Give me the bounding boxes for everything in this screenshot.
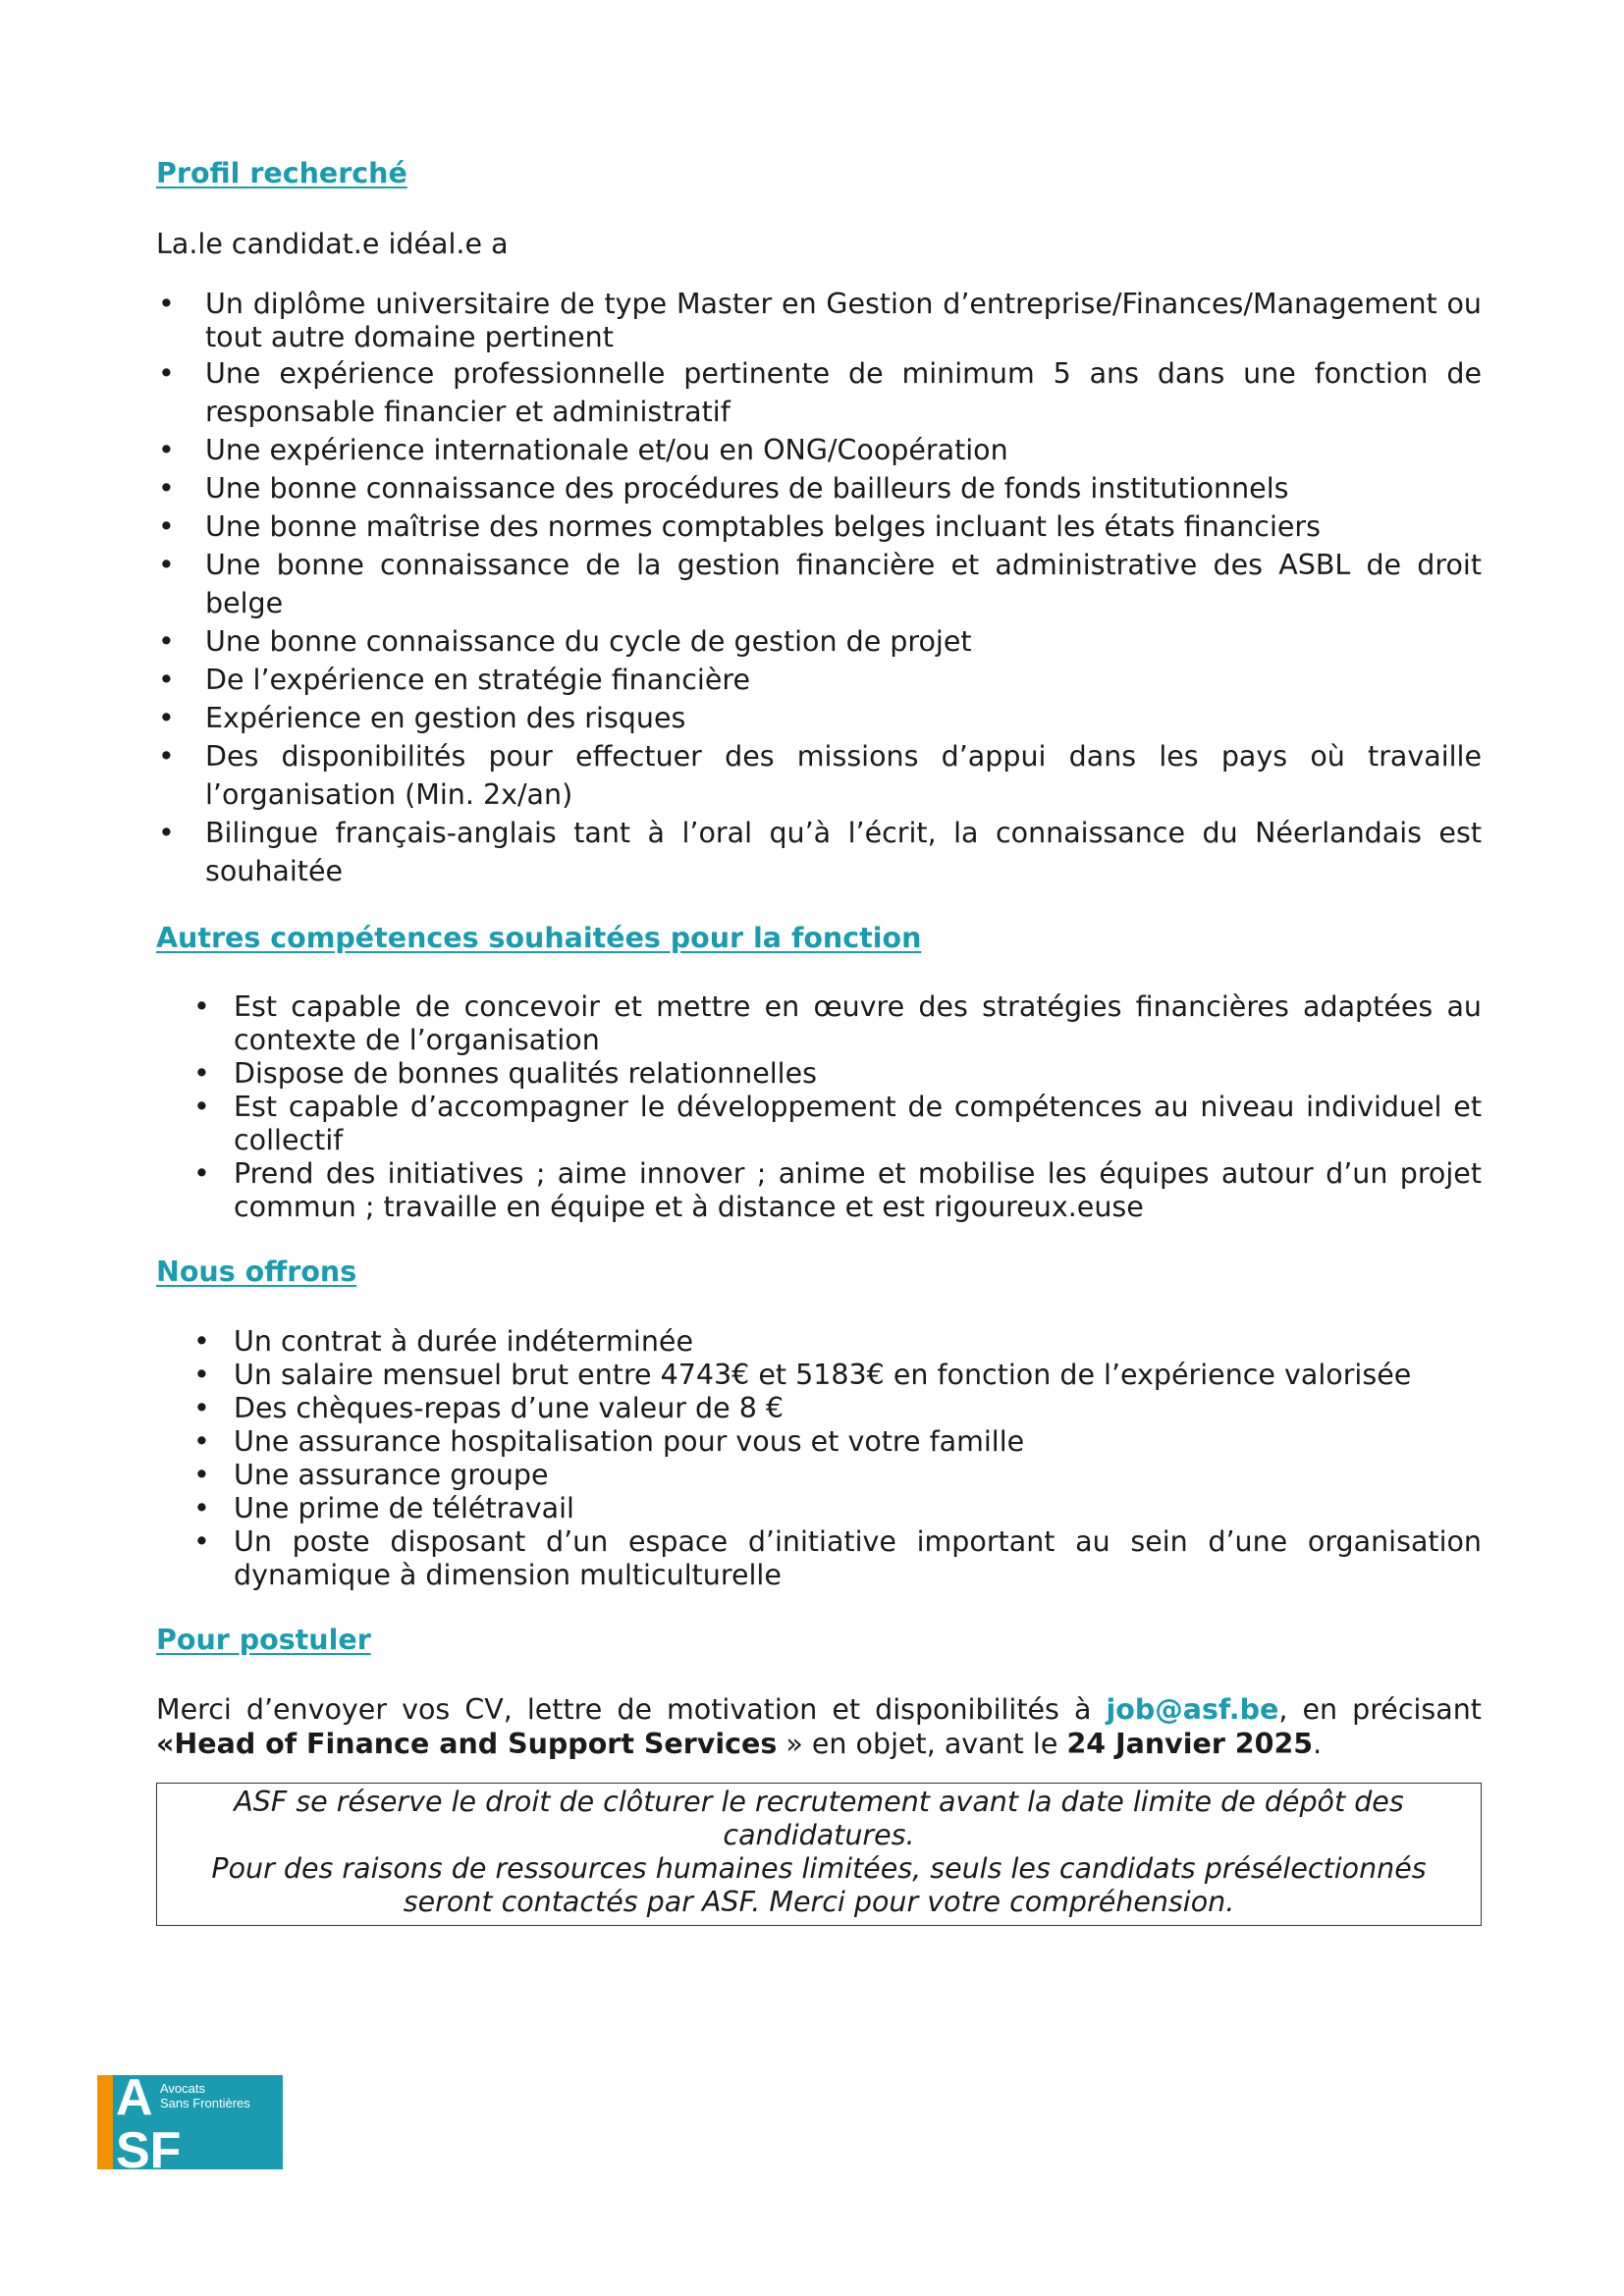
skills-list: [156, 990, 1482, 1224]
apply-subject: «Head of Finance and Support Services: [156, 1728, 778, 1761]
skills-heading: Autres compétences souhaitées pour la fonction: [156, 921, 922, 954]
list-item: • Une expérience professionnelle pertinente de minimum 5 ans dans une fonction de responsable financier et administratif: [156, 354, 1482, 431]
list-item: • Une bonne connaissance du cycle de gestion de projet: [156, 622, 1482, 661]
profile-list: [156, 288, 1482, 890]
apply-text-before: Merci d’envoyer vos CV, lettre de motivation et disponibilités à: [156, 1693, 1107, 1727]
list-item: • Une bonne connaissance de la gestion financière et administrative des ASBL de droit belge: [156, 546, 1482, 622]
logo-line-1: Avocats: [160, 2081, 206, 2096]
list-item: • Une assurance groupe: [156, 1459, 1482, 1492]
list-item: • Un poste disposant d’un espace d’initiative important au sein d’une organisation dynamique à dimension multiculturelle: [156, 1525, 1482, 1592]
list-item: • Un diplôme universitaire de type Master en Gestion d’entreprise/Finances/Management ou tout autre domaine pertinent: [156, 288, 1482, 354]
list-item: • Une prime de télétravail: [156, 1492, 1482, 1525]
list-item: • Des chèques-repas d’une valeur de 8 €: [156, 1392, 1482, 1425]
list-item: • Une bonne connaissance des procédures de bailleurs de fonds institutionnels: [156, 469, 1482, 507]
profile-intro: La.le candidat.e idéal.e a: [156, 228, 509, 261]
list-item: • Un contrat à durée indéterminée: [156, 1325, 1482, 1359]
list-item: • Est capable d’accompagner le développement de compétences au niveau individuel et collectif: [156, 1091, 1482, 1157]
list-item: • Expérience en gestion des risques: [156, 699, 1482, 737]
logo-line-2: Sans Frontières: [160, 2096, 250, 2110]
logo-orange-bar: [97, 2075, 113, 2169]
list-item: • Bilingue français-anglais tant à l’oral qu’à l’écrit, la connaissance du Néerlandais est souhaitée: [156, 814, 1482, 890]
notice-box: [156, 1783, 1482, 1926]
apply-text-after-subject: » en objet, avant le: [777, 1728, 1067, 1761]
list-item: • De l’expérience en stratégie financière: [156, 661, 1482, 699]
list-item: • Une bonne maîtrise des normes comptables belges incluant les états financiers: [156, 507, 1482, 546]
list-item: • Une assurance hospitalisation pour vous et votre famille: [156, 1425, 1482, 1459]
list-item: • Une expérience internationale et/ou en ONG/Coopération: [156, 431, 1482, 469]
job-posting-page: [156, 155, 1482, 1926]
list-item: • Dispose de bonnes qualités relationnelles: [156, 1057, 1482, 1091]
list-item: • Des disponibilités pour effectuer des missions d’appui dans les pays où travaille l’organisation (Min. 2x/an): [156, 737, 1482, 814]
offer-heading: Nous offrons: [156, 1255, 357, 1289]
apply-text-mid: , en précisant: [1278, 1693, 1482, 1727]
email-link[interactable]: job@asf.be: [1106, 1693, 1279, 1727]
asf-logo: [97, 2075, 283, 2169]
asf-logo-graphic: [97, 2075, 283, 2169]
logo-letters-sf: SF: [116, 2122, 182, 2169]
list-item: • Un salaire mensuel brut entre 4743€ et 5183€ en fonction de l’expérience valorisée: [156, 1359, 1482, 1392]
profile-heading: Profil recherché: [156, 157, 407, 189]
notice-line-1: ASF se réserve le droit de clôturer le recrutement avant la date limite de dépôt des candidatures.: [234, 1786, 1404, 1852]
apply-text-end: .: [1313, 1728, 1323, 1761]
logo-letter-a: A: [116, 2075, 153, 2126]
list-item: • Est capable de concevoir et mettre en œuvre des stratégies financières adaptées au contexte de l’organisation: [156, 990, 1482, 1057]
offer-list: [156, 1325, 1482, 1592]
apply-heading: Pour postuler: [156, 1623, 371, 1656]
apply-deadline: 24 Janvier 2025: [1066, 1728, 1314, 1761]
apply-paragraph: [156, 1692, 1482, 1761]
notice-line-2: Pour des raisons de ressources humaines limitées, seuls les candidats présélectionnés seront contactés par ASF. Merci pour votre compréhension.: [211, 1852, 1427, 1919]
list-item: • Prend des initiatives ; aime innover ; anime et mobilise les équipes autour d’un projet commun ; travaille en équipe et à distance et est rigoureux.euse: [156, 1157, 1482, 1224]
